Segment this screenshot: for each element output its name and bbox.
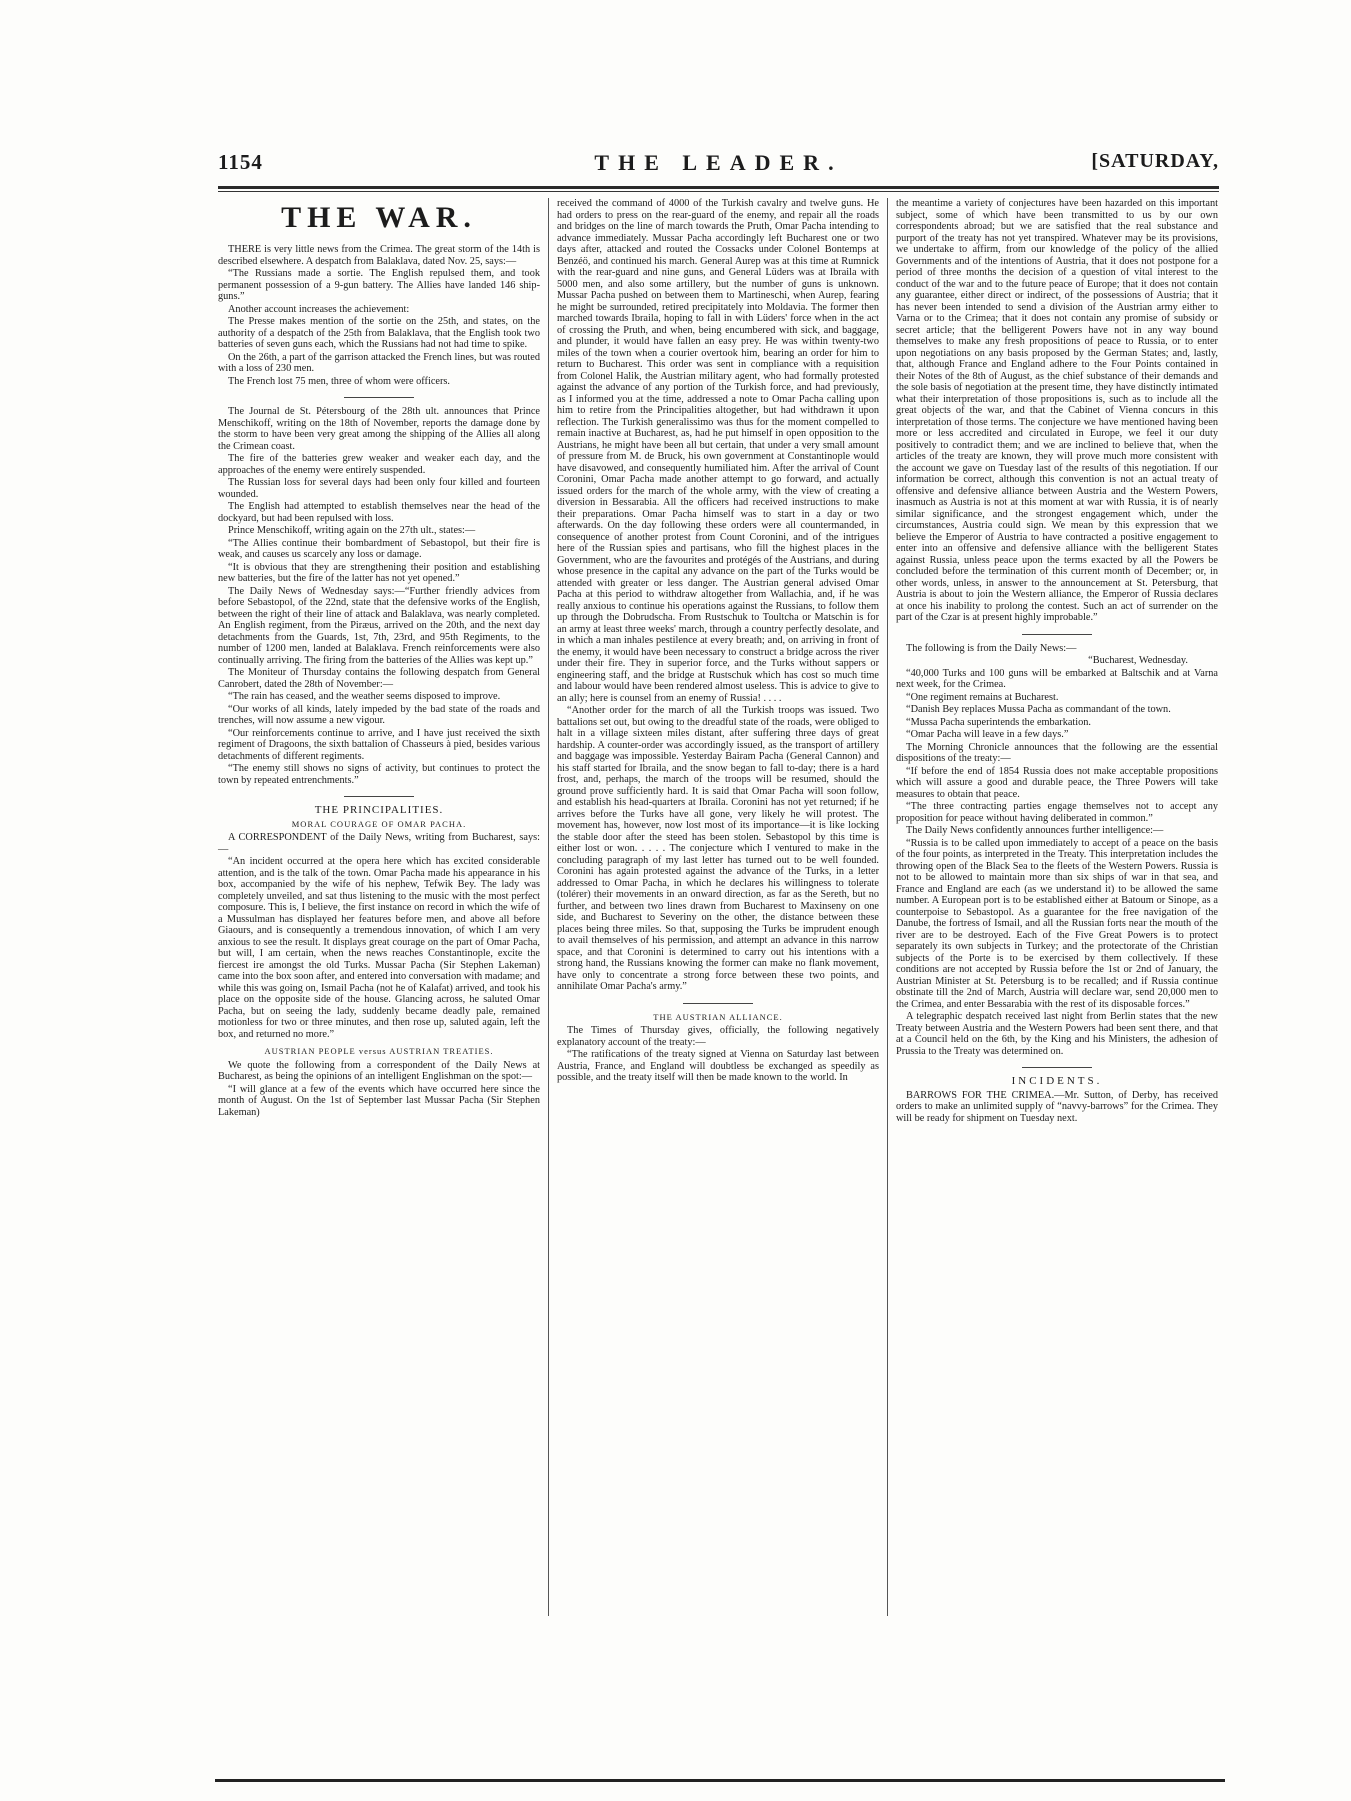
column-divider — [548, 198, 549, 1616]
paragraph: “Our works of all kinds, lately impeded by the bad state of the roads and trenches, will now assume a new vigour. — [218, 703, 540, 726]
paragraph: The Daily News of Wednesday says:—“Further friendly advices from before Sebastopol, of the 22nd, state that the defensive works of the English, between the right of their line of attack and Balaklava, was nearly completed. An English regiment, from the Piræus, arrived on the 20th, and the next day detachments from the Guards, 1st, 7th, 23rd, and 95th Regiments, to the number of 1200 men, landed at Balaklava. French reinforcements were also continually arriving. The firing from the batteries of the Allies was kept up.” — [218, 585, 540, 666]
column-divider — [887, 198, 888, 1616]
subheading-austrian-treaties: AUSTRIAN PEOPLE versus AUSTRIAN TREATIES. — [264, 1046, 494, 1056]
paragraph: “The ratifications of the treaty signed at Vienna on Saturday last between Austria, France, and England will doubtless be exchanged as speedily as possible, and the treaty itself will then be made known to the world. In — [557, 1049, 879, 1083]
paragraph: received the command of 4000 of the Turkish cavalry and twelve guns. He had orders to press on the rear-guard of the enemy, and repair all the roads and bridges on the line of march towards the Pruth, Omar Pacha intending to advance immediately. Mussar Pacha accordingly left Bucharest one or two days after, attacked and routed the Cossacks under Colonel Bontemps at Benzéö, and continued his march. General Aurep was at this time at Rumnick with the rear-guard and nine guns, and General Lüders was at Ibraila with 5000 men, and also some artillery, but the number of guns is unknown. Mussar Pacha pushed on between them to Martineschi, when Aurep, fearing he might be surrounded, retired precipitately into Moldavia. The former then marched towards Ibraila, hoping to fall in with Lüders' force when in the act of crossing the Pruth, and when, being encumbered with sick, and baggage, and plunder, it would have fallen an easy prey. He was within twenty-two miles of the town when a courier overtook him, bearing an order for him to return to Bucharest. This order was sent in compliance with a requisition from Colonel Halik, the Austrian military agent, who had formally protested against the advance of any portion of the Turkish force, and had previously, as I informed you at the time, addressed a note to Omar Pacha calling upon him to retire from the Principalities altogether, but had withdrawn it upon reflection. The Turkish generalissimo was thus for the moment compelled to remain inactive at Bucharest, as, had he put himself in open opposition to the Austrians, he might have been all but certain, that under a very small amount of pressure from M. de Bruck, his own government at Constantinople would have disavowed, and consequently humiliated him. After the arrival of Count Coronini, Omar Pacha made another attempt to go forward, and actually issued orders for the march of the whole army, with the view of creating a diversion in Bessarabia. All the officers had received instructions to make their preparations. Omar Pacha himself was to start in a day or two afterwards. On the day following these orders were all countermanded, in consequence of another protest from Count Coronini, and of the intrigues here of the Russian spies and partisans, who fill the highest places in the Government, who are the favourites and protégés of the Austrians, and during whose presence in the capital any advance on the part of the Turks would be attended with greater or less danger. The Austrian general advised Omar Pacha at this period to withdraw altogether from Wallachia, and, if he was really anxious to continue his operations against the Russians, to follow them up through the Dobrudscha. From Rustschuk to Toultcha or Matschin is for an army at least three weeks' march, through a country perfectly desolate, and in which a man inhales pestilence at every breath; and, on arriving in front of the enemy, it would have been necessary to construct a bridge across the river under their fire. They in superior force, and the Turks without sappers or engineering staff, and the bridge at Rustschuk which has cost so much time and labour would have been rendered almost useless. This is advice to give to an ally; here is counsel from an enemy of Russia! . . . . — [557, 198, 879, 704]
masthead-rule-thick — [218, 186, 1219, 189]
newspaper-title: THE LEADER. — [594, 150, 843, 175]
paragraph: The Daily News confidently announces further intelligence:— — [906, 825, 1164, 836]
paragraph: “Mussa Pacha superintends the embarkation. — [906, 716, 1092, 728]
subheading-austrian-alliance: THE AUSTRIAN ALLIANCE. — [653, 1011, 783, 1022]
paragraph: “Another order for the march of all the Turkish troops was issued. Two battalions set out, but owing to the dreadful state of the roads, were obliged to halt in a village sixteen miles distant, after suffering three days of great hardship. A counter-order was accordingly issued, as the transport of artillery and baggage was impossible. Yesterday Bairam Pacha (General Cannon) and his staff started for Ibraila, and the snow began to fall to-day; there is a hard frost, and, perhaps, the march of the troops will be resumed, should the ground prove sufficiently hard. It is said that Omar Pacha will soon follow, and establish his head-quarters at Ibraila. Coronini has not yet returned; if he arrives before the Turks have all gone, very likely he will protest. The movement has, however, now lost most of its importance—it is like locking the stable door after the steed has been stolen. Sebastopol by this time is either lost or won. . . . . The conjecture which I ventured to make in the concluding paragraph of my last letter has turned out to be well founded. Coronini has again protested against the advance of the Turks, in a letter addressed to Omar Pacha, in which he declares his willingness to tolerate (tolérer) their movements in an onward direction, as far as the Sereth, but no further, and between two lines drawn from Bucharest to Maxinseny on one side, and Bucharest to Severiny on the other, the distance between these places being three miles. So that, supposing the Turks be imprudent enough to avail themselves of his permission, and attempt an advance in this narrow space, and that Coronini is determined to carry out his intentions with a strong hand, the Russians knowing the former can make no flank movement, have only to concentrate a strong force between these two points, and annihilate Omar Pacha's army.” — [557, 705, 879, 992]
paragraph: The French lost 75 men, three of whom were officers. — [228, 375, 450, 387]
issue-day: [SATURDAY, — [1091, 150, 1219, 172]
paragraph: The English had attempted to establish themselves near the head of the dockyard, but had been repulsed with loss. — [218, 501, 540, 524]
paragraph: The Presse makes mention of the sortie on the 25th, and states, on the authority of a despatch of the 25th from Balaklava, that the English took two batteries of seven guns each, which the Russians had not had time to spike. — [218, 316, 540, 350]
paragraph: BARROWS FOR THE CRIMEA.—Mr. Sutton, of Derby, has received orders to make an unlimited supply of “navvy-barrows” for the Crimea. They will be ready for shipment on Tuesday next. — [896, 1089, 1218, 1124]
paragraph: “I will glance at a few of the events which have occurred here since the month of August. On the 1st of September last Mussar Pacha (Sir Stephen Lakeman) — [218, 1083, 540, 1118]
paragraph: “The Russians made a sortie. The English repulsed them, and took permanent possession of a 9-gun battery. The Allies have landed 146 ship-guns.” — [218, 268, 540, 302]
paragraph: “40,000 Turks and 100 guns will be embarked at Baltschik and at Varna next week, for the Crimea. — [896, 667, 1218, 690]
paragraph: A telegraphic despatch received last night from Berlin states that the new Treaty between Austria and the Western Powers had been sent there, and that at a Council held on the 6th, by the King and his Ministers, the adhesion of Prussia to the Treaty was determined on. — [896, 1011, 1218, 1057]
section-heading-incidents: INCIDENTS. — [1011, 1075, 1103, 1087]
paragraph: “The rain has ceased, and the weather seems disposed to improve. — [228, 691, 501, 702]
paragraph: The Journal de St. Pétersbourg of the 28th ult. announces that Prince Menschikoff, writing on the 18th of November, reports the damage done by the storm to have been very great among the shipping of the Allies all along the Crimean coast. — [218, 406, 540, 452]
section-heading-principalities: THE PRINCIPALITIES. — [314, 804, 444, 816]
paragraph: “Omar Pacha will leave in a few days.” — [906, 729, 1069, 740]
paragraph: “One regiment remains at Bucharest. — [906, 691, 1059, 703]
paragraph: The fire of the batteries grew weaker and weaker each day, and the approaches of the enemy were entirely suspended. — [218, 453, 540, 476]
section-title-the-war: THE WAR. — [281, 201, 477, 234]
divider — [344, 397, 414, 398]
masthead-rule-thin — [218, 191, 1219, 192]
paragraph: “The three contracting parties engage themselves not to accept any proposition for peace without having deliberated in common.” — [896, 801, 1218, 824]
page-bottom-rule — [215, 1779, 1225, 1782]
paragraph: “The enemy still shows no signs of activity, but continues to protect the town by repeated entrenchments.” — [218, 763, 540, 786]
subheading-omar-pacha: MORAL COURAGE OF OMAR PACHA. — [291, 818, 467, 829]
divider — [344, 796, 414, 797]
paragraph: THERE is very little news from the Crimea. The great storm of the 14th is described elsewhere. A despatch from Balaklava, dated Nov. 25, says:— — [218, 244, 540, 267]
paragraph: “If before the end of 1854 Russia does not make acceptable propositions which will assure a good and durable peace, the Three Powers will take measures to obtain that peace. — [896, 765, 1218, 800]
paragraph: We quote the following from a correspondent of the Daily News at Bucharest, as being the opinions of an intelligent Englishman on the spot:— — [218, 1059, 540, 1082]
column-1 — [218, 198, 540, 1118]
paragraph: The Moniteur of Thursday contains the following despatch from General Canrobert, dated the 28th of November:— — [218, 667, 540, 690]
paragraph: “Russia is to be called upon immediately to accept of a peace on the basis of the four points, as interpreted in the Treaty. This interpretation includes the throwing open of the Black Sea to the fleets of the Western Powers. Russia is not to be allowed to maintain more than six ships of war in that sea, and France and England are each (as we understand it) to be allowed the same number. A European port is to be established either at Batoum or Sinope, as a counterpoise to Sebastopol. As a guarantee for the free navigation of the Danube, the fortress of Ismail, and all the Russian forts near the mouth of the river are to be destroyed. Each of the Five Great Powers is to protect separately its own subjects in Turkey; and the protectorate of the Christian subjects of the Porte is to be exercised by them collectively. If these conditions are not accepted by Russia before the 1st or 2nd of January, the Austrian Minister at St. Petersburg is to be recalled; and if Russia continue obstinate till the 2nd of March, Austria will declare war, send 20,000 men to the Crimea, and enter Bessarabia with the rest of its disposable forces.” — [896, 837, 1218, 1010]
divider — [1022, 1067, 1092, 1068]
paragraph: “Danish Bey replaces Mussa Pacha as commandant of the town. — [906, 704, 1171, 715]
paragraph: “An incident occurred at the opera here which has excited considerable attention, and is the talk of the town. Omar Pacha made his appearance in his box, accompanied by the wife of his nephew, Tefwik Bey. The lady was completely unveiled, and sat thus listening to the music with the most perfect composure. This is, I believe, the first instance on record in which the wife of a Mussulman has displayed her features before men, and above all before Giaours, and is consequently a tremendous innovation, of which I am very anxious to see the result. It displays great courage on the part of Omar Pacha, but will, I am certain, when the news reaches Constantinople, excite the fiercest ire amongst the old Turks. Mussar Pacha (Sir Stephen Lakeman) came into the box soon after, and entered into conversation with madame; and while this was going on, Ismail Pacha (not he of Kalafat) arrived, and took his place on the opposite side of the house. Glancing across, he saluted Omar Pacha, but on seeing the lady, suddenly became deadly pale, remained motionless for two or three minutes, and then rose up, saluted again, left the box, and returned no more.” — [218, 856, 540, 1040]
dateline: “Bucharest, Wednesday. — [1088, 655, 1188, 666]
paragraph: The Times of Thursday gives, officially, the following negatively explanatory account of the treaty:— — [557, 1025, 879, 1048]
paragraph: The following is from the Daily News:— — [906, 642, 1077, 654]
paragraph: “It is obvious that they are strengthening their position and establishing new batteries, but the fire of the latter has not yet opened.” — [218, 561, 540, 584]
column-2 — [557, 198, 879, 1084]
paragraph: Another account increases the achievement: — [228, 303, 410, 315]
divider — [683, 1003, 753, 1004]
masthead — [218, 150, 1219, 180]
paragraph: The Russian loss for several days had been only four killed and fourteen wounded. — [218, 477, 540, 500]
paragraph: “Our reinforcements continue to arrive, and I have just received the sixth regiment of Dragoons, the sixth battalion of Chasseurs à pied, besides various detachments of different regiments. — [218, 727, 540, 762]
paragraph: Prince Menschikoff, writing again on the 27th ult., states:— — [228, 525, 476, 536]
paragraph: “The Allies continue their bombardment of Sebastopol, but their fire is weak, and causes us scarcely any loss or damage. — [218, 537, 540, 560]
column-3 — [896, 198, 1218, 1124]
paragraph: The Morning Chronicle announces that the following are the essential dispositions of the treaty:— — [896, 741, 1218, 764]
paragraph: On the 26th, a part of the garrison attacked the French lines, but was routed with a loss of 230 men. — [218, 351, 540, 374]
paragraph: A CORRESPONDENT of the Daily News, writing from Bucharest, says:— — [218, 832, 540, 855]
paragraph: the meantime a variety of conjectures have been hazarded on this important subject, some of which have been transmitted to us by our own correspondents abroad; but we are satisfied that the real substance and purport of the treaty has not yet transpired. Whatever may be its provisions, we undertake to affirm, from our knowledge of the policy of the allied Governments and of the intentions of Austria, that it does not postpone for a period of three months the decision of a question of vital interest to the conduct of the war and to the future peace of Europe; that it does not contain any guarantee, either direct or indirect, of the possessions of Austria; that it has never been intended to send a division of the Austrian army either to Varna or to the Crimea; that it does not contain any promise of subsidy or secret article; that the belligerent Powers have not in any way bound themselves to make any fresh propositions of peace to Russia, or to enter upon negotiations on any basis proposed by the German States; and, lastly, that, although France and England adhere to the Four Points contained in their Notes of the 8th of August, as the chief substance of their demands and the sole basis of negotiation at the present time, they have distinctly intimated what their interpretation of those propositions is, such as to include all the great objects of the war, and that the Cabinet of Vienna concurs in this interpretation of those terms. The conjecture we have mentioned having been more or less accredited and circulated in Europe, we feel it our duty positively to contradict them; and we are inclined to believe that, when the articles of the treaty are known, they will prove much more consistent with the account we gave on Tuesday last of the results of this negotiation. If our information be correct, although this convention is not an actual treaty of offensive and defensive alliance between Austria and the Western Powers, inasmuch as Austria is not at this moment at war with Russia, it is of nearly similar significance, and the strongest engagement which, under the circumstances, Austria could sign. We mean by this expression that we believe the Emperor of Austria to have contracted a positive engagement to enter into an offensive and defensive alliance with the belligerent States against Russia, unless peace upon the terms exacted by all the Powers be concluded before the termination of this current month of December; or, in other words, unless, in answer to the announcement at St. Petersburg, that Austria is about to join the Western alliance, the Emperor of Russia declares at once his inability to prolong the contest. Such an act of surrender on the part of the Czar is at present highly improbable.” — [896, 198, 1218, 623]
divider — [1022, 634, 1092, 635]
page-number: 1154 — [218, 150, 263, 174]
